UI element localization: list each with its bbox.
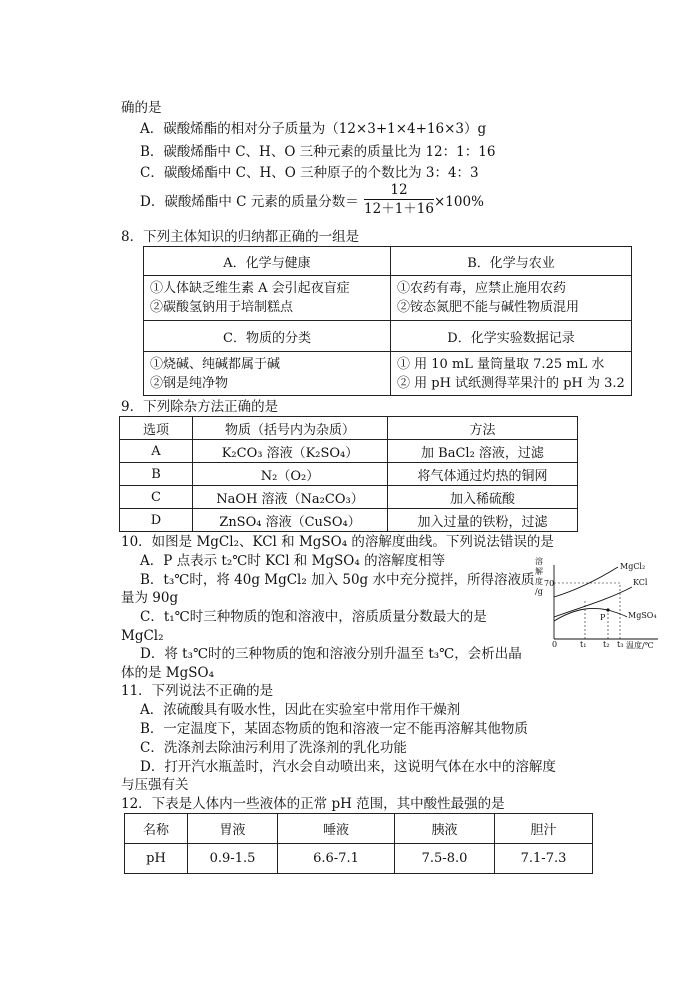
graph-mgcl2-label: MgCl₂ (620, 562, 646, 571)
q8-a-title: A．化学与健康 (144, 247, 391, 276)
q9-header-method: 方法 (388, 417, 578, 440)
q10-option-b-line2: 量为 90g (121, 590, 179, 606)
q12-table (124, 813, 593, 874)
q12-value-gastric: 0.9-1.5 (188, 844, 278, 874)
table-row (120, 509, 578, 532)
q11-option-c: C．洗涤剂去除油污利用了洗涤剂的乳化功能 (140, 740, 407, 756)
q9-header-substance: 物质（括号内为杂质） (193, 417, 388, 440)
graph-t3-label: t₃ (617, 640, 624, 649)
q12-header-saliva: 唾液 (278, 814, 395, 844)
q9-row-d-method: 加入过量的铁粉，过滤 (388, 509, 578, 532)
q9-row-c-substance: NaOH 溶液（Na₂CO₃） (193, 486, 388, 509)
q7-option-d-prefix: D．碳酸烯酯中 C 元素的质量分数＝ (140, 194, 359, 210)
q7-option-c: C．碳酸烯酯中 C、H、O 三种原子的个数比为 3：4：3 (140, 165, 479, 181)
q9-row-b-method: 将气体通过灼热的铜网 (388, 463, 578, 486)
q8-stem: 8．下列主体知识的归纳都正确的一组是 (121, 229, 360, 245)
graph-t1-label: t₁ (580, 640, 587, 649)
q9-row-c-method: 加入稀硫酸 (388, 486, 578, 509)
q12-header-bile: 胆汁 (495, 814, 593, 844)
q10-option-b-line1: B．t₃℃时，将 40g MgCl₂ 加入 50g 水中充分搅拌，所得溶液质 (140, 572, 535, 588)
q8-b-content (391, 276, 632, 321)
graph-ylabel-3: 度 (535, 577, 543, 586)
q11-option-d-line1: D．打开汽水瓶盖时，汽水会自动喷出来，这说明气体在水中的溶解度 (140, 759, 556, 775)
q11-stem: 11．下列说法不正确的是 (121, 683, 274, 699)
q8-b-line1: ①农药有毒，应禁止施用农药 (397, 281, 567, 296)
q10-option-d-line1: D．将 t₃℃时的三种物质的饱和溶液分别升温至 t₃℃，会析出晶 (140, 646, 522, 662)
graph-kcl-label: KCl (633, 578, 648, 587)
q8-table (143, 246, 632, 396)
q11-option-b: B．一定温度下，某固态物质的饱和溶液一定不能再溶解其他物质 (140, 721, 528, 737)
q9-row-a-option: A (120, 440, 193, 463)
graph-mgso4-label: MgSO₄ (628, 611, 657, 620)
q9-header-option: 选项 (120, 417, 193, 440)
table-row (120, 463, 578, 486)
q9-row-d-option: D (120, 509, 193, 532)
q11-option-d-line2: 与压强有关 (121, 777, 189, 793)
table-row (120, 486, 578, 509)
graph-point-p-label: P (600, 613, 606, 622)
q12-value-pancreatic: 7.5-8.0 (395, 844, 495, 874)
q8-a-line2: ②碳酸氢钠用于培制糕点 (150, 300, 294, 315)
solubility-graph (532, 555, 662, 655)
q9-row-b-option: B (120, 463, 193, 486)
q8-d-content (391, 352, 632, 396)
q8-c-title: C．物质的分类 (144, 321, 391, 352)
q10-option-c-line1: C．t₁℃时三种物质的饱和溶液中，溶质质量分数最大的是 (140, 609, 487, 625)
q12-value-saliva: 6.6-7.1 (278, 844, 395, 874)
q10-option-d-line2: 体的是 MgSO₄ (121, 665, 214, 681)
graph-ylabel-2: 解 (535, 567, 543, 576)
graph-xlabel: 温度/℃ (626, 641, 654, 650)
q7-option-d-fraction (364, 181, 434, 218)
q7-option-d-suffix: ×100% (434, 194, 484, 210)
q12-value-bile: 7.1-7.3 (495, 844, 593, 874)
q7-option-b: B．碳酸烯酯中 C、H、O 三种元素的质量比为 12：1：16 (140, 144, 496, 160)
q12-header-pancreatic: 胰液 (395, 814, 495, 844)
q10-option-a: A．P 点表示 t₂℃时 KCl 和 MgSO₄ 的溶解度相等 (140, 553, 446, 569)
q8-d-line1: ① 用 10 mL 量筒量取 7.25 mL 水 (397, 357, 605, 372)
q7-option-a: A．碳酸烯酯的相对分子质量为（12×3+1×4+16×3）g (140, 121, 487, 137)
graph-ylabel-4: /g (535, 587, 543, 596)
q12-row-label: pH (125, 844, 188, 874)
q7-fraction-denominator: 12＋1＋16 (364, 201, 434, 217)
graph-y70-label: 70 (544, 579, 555, 588)
table-row (125, 844, 593, 874)
q10-stem: 10．如图是 MgCl₂、KCl 和 MgSO₄ 的溶解度曲线。下列说法错误的是 (121, 534, 554, 550)
q9-row-a-method: 加 BaCl₂ 溶液，过滤 (388, 440, 578, 463)
q8-d-line2: ② 用 pH 试纸测得苹果汁的 pH 为 3.2 (397, 376, 625, 391)
q8-b-title: B．化学与农业 (391, 247, 632, 276)
q9-row-b-substance: N₂（O₂） (193, 463, 388, 486)
graph-curve-mgcl2 (554, 567, 618, 597)
table-row (120, 440, 578, 463)
graph-curve-mgso4 (554, 608, 627, 621)
q8-b-line2: ②铵态氮肥不能与碱性物质混用 (397, 300, 580, 315)
q8-c-line1: ①烧碱、纯碱都属于碱 (150, 357, 281, 372)
q11-option-a: A．浓硫酸具有吸水性，因此在实验室中常用作干燥剂 (140, 702, 461, 718)
q12-header-name: 名称 (125, 814, 188, 844)
q9-stem: 9．下列除杂方法正确的是 (121, 399, 279, 415)
q8-c-line2: ②钢是纯净物 (150, 376, 229, 391)
q12-stem: 12．下表是人体内一些液体的正常 pH 范围，其中酸性最强的是 (121, 796, 505, 812)
q9-table (119, 416, 578, 532)
q9-row-c-option: C (120, 486, 193, 509)
graph-point-p (606, 608, 609, 611)
q8-c-content (144, 352, 391, 396)
graph-origin-label: 0 (552, 640, 558, 649)
q7-fraction-numerator: 12 (390, 182, 408, 198)
graph-t2-label: t₂ (603, 640, 610, 649)
graph-ylabel-1: 溶 (535, 557, 543, 566)
q10-option-c-line2: MgCl₂ (121, 628, 164, 644)
q12-header-gastric: 胃液 (188, 814, 278, 844)
q7-stem-tail: 确的是 (121, 100, 162, 116)
q8-d-title: D．化学实验数据记录 (391, 321, 632, 352)
q8-a-line1: ①人体缺乏维生素 A 会引起夜盲症 (150, 281, 350, 296)
q9-row-a-substance: K₂CO₃ 溶液（K₂SO₄） (193, 440, 388, 463)
q9-row-d-substance: ZnSO₄ 溶液（CuSO₄） (193, 509, 388, 532)
q8-a-content (144, 276, 391, 321)
